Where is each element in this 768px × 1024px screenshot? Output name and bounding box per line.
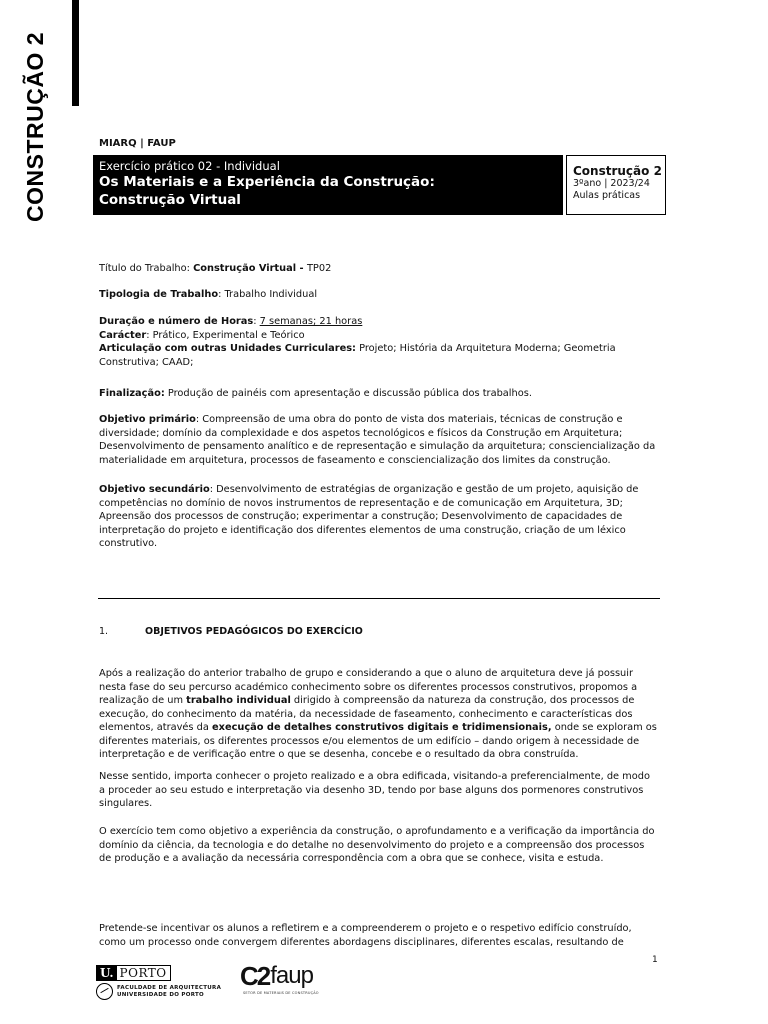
course-type: Aulas práticas — [573, 190, 641, 201]
paragraph-4: Pretende-se incentivar os alunos a refletirem e a compreenderem o projeto e o respetivo edifício construído, como um processo onde convergem diferentes abordagens disciplinares, diferentes escalas, resultando de — [99, 923, 632, 948]
header-banner — [93, 155, 563, 215]
faup-emblem-icon — [96, 983, 113, 1000]
field-finalizacao: Finalização: Produção de painéis com apresentação e discussão pública dos trabalhos. — [99, 388, 532, 399]
org-label: MIARQ | FAUP — [99, 138, 176, 149]
field-caracter: Carácter: Prático, Experimental e Teórico — [99, 329, 305, 341]
c2faup-subtitle: SETOR DE MATERIAIS DE CONSTRUÇÃO — [243, 991, 319, 995]
field-tipologia: Tipologia de Trabalho: Trabalho Individual — [99, 289, 318, 300]
exercise-title-2: Construção Virtual — [99, 192, 241, 208]
decorative-bar — [72, 0, 79, 106]
section-number: 1. — [99, 626, 109, 637]
field-articulacao: Articulação com outras Unidades Curriculares: Projeto; História da Arquitetura Moderna; Geometria Construtiva; CAAD; — [99, 343, 616, 368]
uporto-logo: U. PORTO — [96, 962, 171, 981]
paragraph-2: Nesse sentido, importa conhecer o projeto realizado e a obra edificada, visitando-a preferencialmente, de modo a proceder ao seu estudo e interpretação via desenho 3D, tendo por base alguns dos pormenores construtivos singulares. — [99, 771, 650, 809]
field-duracao: Duração e número de Horas: 7 semanas; 21 horas — [99, 316, 363, 327]
exercise-title-1: Os Materiais e a Experiência da Construção: — [99, 174, 435, 190]
field-objetivo-secundario: Objetivo secundário: Desenvolvimento de estratégias de organização e gestão de um projeto, aquisição de competências no domínio de novos instrumentos de representação e de comunicação em Arquitetura, 3D; Apreensão dos processos de construção; experimentar a construção; Desenvolvimento de capacidades de interpretação do projeto e identificação dos diferentes elementos de uma construção, criação de um léxico construtivo. — [99, 484, 639, 549]
page-number: 1 — [652, 955, 658, 965]
side-title: CONSTRUÇÃO 2 — [22, 31, 48, 222]
paragraph-1: Após a realização do anterior trabalho de grupo e considerando a que o aluno de arquitetura deve já possuir nesta fase do seu percurso académico conhecimento sobre os diferentes processos construtivos, propomos a realização de um trabalho individual dirigido à compreensão da natureza da construção, dos processos de execução, do conhecimento da matéria, da necessidade de faseamento, conhecimento e características dos elementos, através da execução de detalhes construtivos digitais e tridimensionais, onde se exploram os diferentes materiais, os diferentes processos e/ou elementos de um edifício – dando origem à necessidade de interpretação e de verificação entre o que se desenha, concebe e o resultado da obra construída. — [99, 668, 657, 760]
field-titulo: Título do Trabalho: Construção Virtual - TP02 — [99, 263, 332, 274]
course-year: 3ºano | 2023/24 — [573, 178, 650, 189]
course-title: Construção 2 — [573, 164, 662, 178]
faculdade-logo: FACULDADE DE ARQUITECTURA UNIVERSIDADE DO PORTO — [96, 983, 221, 1000]
paragraph-3: O exercício tem como objetivo a experiência da construção, o aprofundamento e a verificação da importância do domínio da ciência, da tecnologia e do detalhe no desenvolvimento do projeto e a compreensão dos processos de produção e a avaliação da necessária correspondência com a obra que se conhece, visita e estuda. — [99, 826, 655, 864]
c2faup-logo: C2 faup — [240, 961, 313, 991]
section-title: OBJETIVOS PEDAGÓGICOS DO EXERCÍCIO — [145, 626, 363, 637]
exercise-label: Exercício prático 02 - Individual — [99, 159, 280, 173]
course-box — [566, 155, 666, 215]
section-divider — [98, 598, 660, 599]
field-duracao-block — [99, 315, 659, 369]
field-objetivo-primario: Objetivo primário: Compreensão de uma obra do ponto de vista dos materiais, técnicas de construção e diversidade; domínio da complexidade e dos aspetos tecnológicos e físicos da Construção em Arquitetura; Desenvolvimento de pensamento analítico e de representação e simulação da arquitetura; consciencialização da materialidade em arquitetura, processos de faseamento e consciencialização dos limites da construção. — [99, 414, 656, 466]
